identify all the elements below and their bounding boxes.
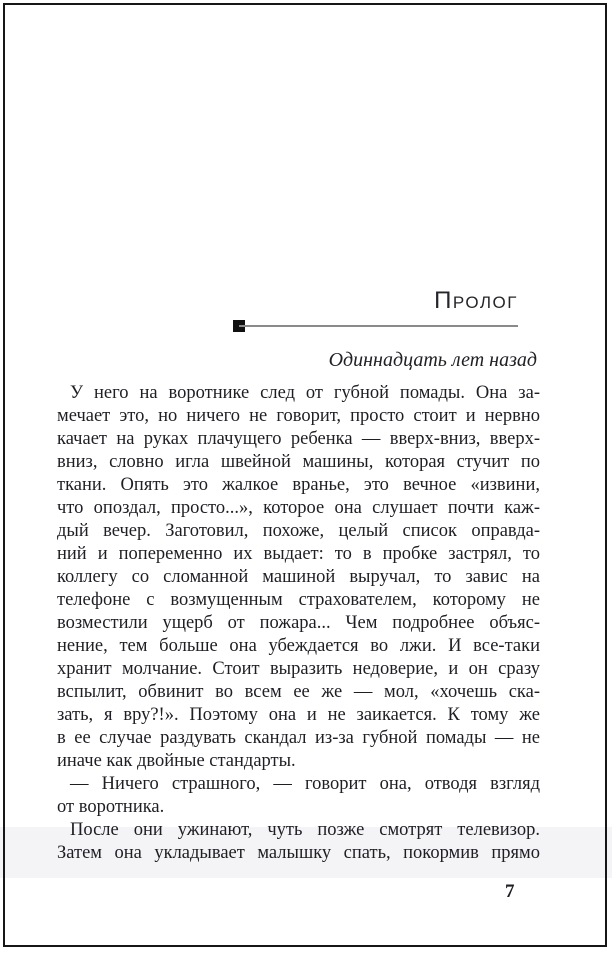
paragraph xyxy=(57,819,540,865)
rule-line xyxy=(239,325,518,327)
text-line: качает на руках плачущего ребенка — вверх-вниз, вверх- xyxy=(57,429,540,449)
paragraph xyxy=(57,773,540,819)
text-line: После они ужинают, чуть позже смотрят телевизор. xyxy=(70,820,540,840)
text-line: коллегу со сломанной машиной выручал, то завис на xyxy=(57,567,540,587)
text-line: в ее случае раздувать скандал из-за губной помады — не xyxy=(57,728,540,748)
text-line: хранит молчание. Стоит выразить недоверие, и он сразу xyxy=(57,659,540,679)
text-line: мечает это, но ничего не говорит, просто стоит и нервно xyxy=(57,406,540,426)
text-line: ний и попеременно их выдает: то в пробке застрял, то xyxy=(57,544,540,564)
text-line: Затем она укладывает малышку спать, покормив прямо xyxy=(57,843,540,863)
body-text xyxy=(57,382,540,865)
text-line: зать, я вру?!». Поэтому она и не заикается. К тому же xyxy=(57,705,540,725)
text-line: что опоздал, просто...», которое она слушает почти каж- xyxy=(57,498,540,518)
heading-rule xyxy=(233,320,518,332)
chapter-title: Пролог xyxy=(434,287,518,314)
text-line: вспылит, обвинит во всем ее же — мол, «хочешь ска- xyxy=(57,682,540,702)
text-line: от воротника. xyxy=(57,797,165,817)
chapter-subtitle: Одиннадцать лет назад xyxy=(328,349,537,371)
text-line: вниз, словно игла швейной машины, которая стучит по xyxy=(57,452,540,472)
text-line: телефоне с возмущенным страхователем, которому не xyxy=(57,590,540,610)
text-line: возместили ущерб от пожара... Чем подробнее объяс- xyxy=(57,613,540,633)
text-line: ткани. Опять это жалкое вранье, это вечное «извини, xyxy=(57,475,540,495)
text-line: нение, тем больше она убеждается во лжи. И все-таки xyxy=(57,636,540,656)
text-line: дый вечер. Заготовил, похоже, целый список оправда- xyxy=(57,521,540,541)
text-line: У него на воротнике след от губной помады. Она за- xyxy=(70,383,540,403)
text-line: иначе как двойные стандарты. xyxy=(57,751,296,771)
paragraph xyxy=(57,382,540,773)
page-number: 7 xyxy=(505,881,515,902)
text-line: — Ничего страшного, — говорит она, отводя взгляд xyxy=(70,774,540,794)
